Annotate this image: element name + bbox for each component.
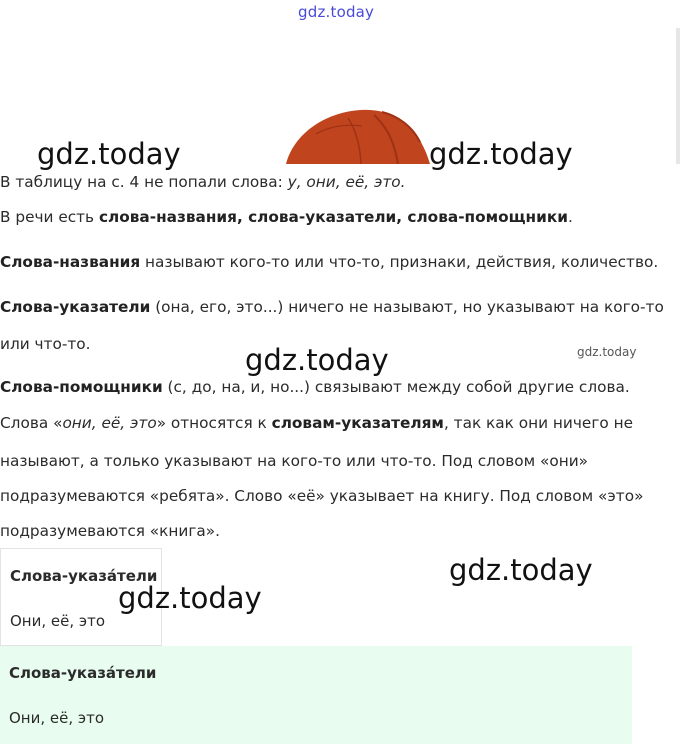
term-helper-words: Слова-помощники	[0, 378, 163, 396]
paragraph-pointer-words	[0, 297, 678, 317]
paragraph-text: , так как они ничего не	[443, 414, 633, 432]
term-naming-words: Слова-названия	[0, 253, 141, 271]
watermark: gdz.today	[577, 345, 637, 359]
example-words: они, её, это	[62, 414, 157, 432]
paragraph-explanation-line4: подразумеваются «книга».	[0, 522, 220, 540]
paragraph-text: Слова «	[0, 414, 63, 432]
card-title: Слова-указа́тели	[9, 664, 157, 682]
paragraph-text: .	[567, 208, 573, 226]
word-types-list: слова-названия, слова-указатели, слова-помощники	[98, 208, 568, 226]
paragraph-text: В речи есть	[0, 208, 99, 226]
paragraph-naming-words	[0, 252, 678, 272]
watermark: gdz.today	[429, 137, 573, 171]
card-title: Слова-указа́тели	[10, 567, 158, 585]
paragraph-text: В таблицу на с. 4 не попали слова:	[0, 173, 288, 191]
missing-words: у, они, её, это.	[287, 173, 406, 191]
paragraph-text: (она, его, это...) ничего не называют, но указывают на кого-то	[150, 298, 664, 316]
card-body: Они, её, это	[9, 709, 105, 727]
term-pointer-words-dative: словам-указателям	[271, 414, 444, 432]
scrollbar-edge[interactable]	[676, 28, 680, 164]
watermark: gdz.today	[245, 343, 389, 377]
paragraph-pointer-words-line2: или что-то.	[0, 335, 91, 353]
paragraph-explanation-line3: подразумеваются «ребята». Слово «её» указывает на книгу. Под словом «это»	[0, 487, 644, 505]
paragraph-text: (с, до, на, и, но...) связывают между собой другие слова.	[162, 378, 630, 396]
paragraph-text: называют кого-то или что-то, признаки, действия, количество.	[140, 253, 659, 271]
watermark: gdz.today	[118, 581, 262, 615]
watermark: gdz.today	[449, 553, 593, 587]
site-logo[interactable]: gdz.today	[298, 3, 375, 21]
paragraph-text: » относятся к	[156, 414, 272, 432]
red-cap-icon	[286, 108, 432, 164]
paragraph-explanation	[0, 413, 678, 433]
paragraph-explanation-line2: называют, а только указывают на кого-то или что-то. Под словом «они»	[0, 452, 589, 470]
watermark: gdz.today	[37, 137, 181, 171]
answer-card-highlighted	[0, 646, 632, 744]
card-body: Они, её, это	[10, 612, 106, 630]
paragraph-word-types	[0, 207, 678, 227]
term-pointer-words: Слова-указатели	[0, 298, 151, 316]
paragraph-missing-words	[0, 172, 678, 192]
paragraph-helper-words	[0, 377, 678, 397]
